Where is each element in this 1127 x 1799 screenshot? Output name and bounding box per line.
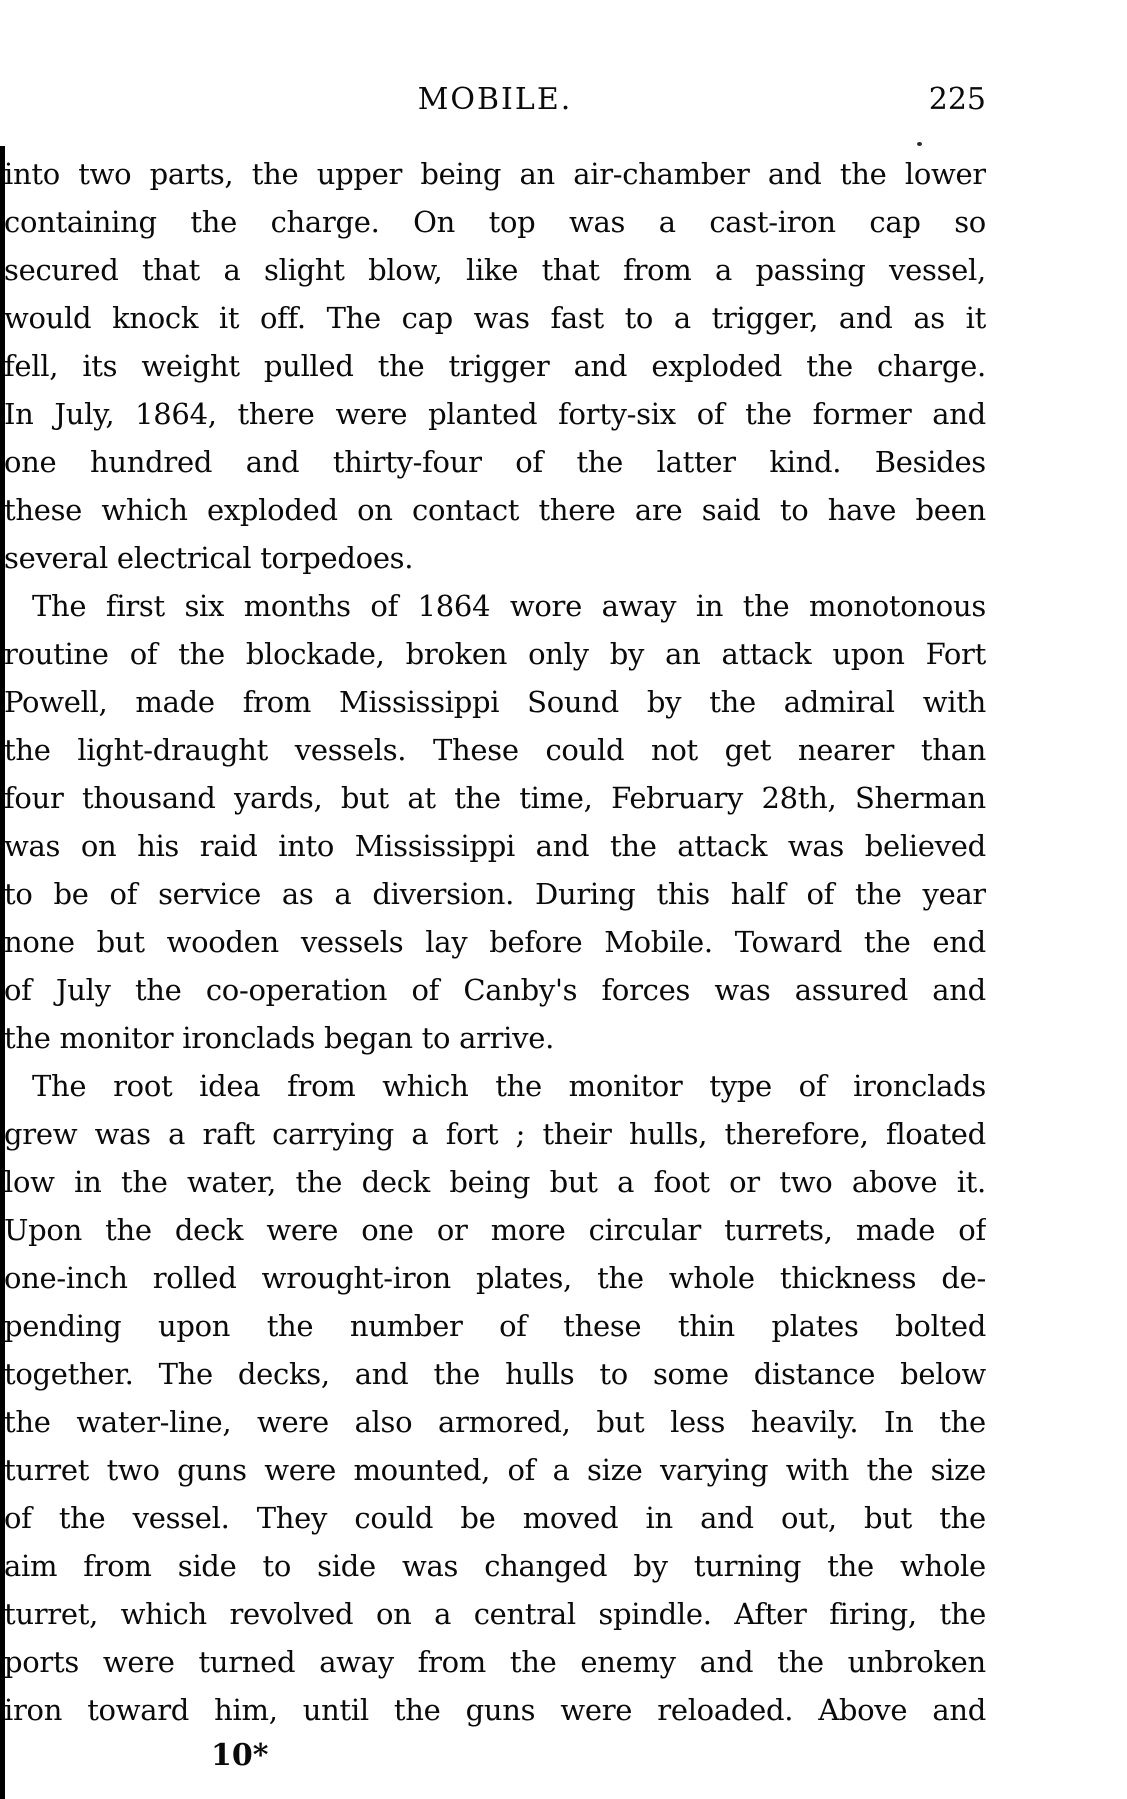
text-line: these which exploded on contact there are said to have been: [4, 493, 986, 527]
text-line: containing the charge. On top was a cast-iron cap so: [4, 205, 986, 239]
text-line: secured that a slight blow, like that from a passing vessel,: [4, 253, 986, 287]
text-line: none but wooden vessels lay before Mobile. Toward the end: [4, 925, 986, 959]
text-line: Powell, made from Mississippi Sound by the admiral with: [4, 685, 986, 719]
paragraph-1: [4, 150, 986, 582]
text-line: to be of service as a diversion. During this half of the year: [4, 877, 986, 911]
text-line: turret, which revolved on a central spindle. After firing, the: [4, 1597, 986, 1631]
running-header-title: MOBILE.: [417, 82, 573, 117]
text-line: aim from side to side was changed by turning the whole: [4, 1549, 986, 1583]
text-line: several electrical torpedoes.: [4, 541, 414, 575]
text-line: the light-draught vessels. These could not get nearer than: [4, 733, 986, 767]
text-line: into two parts, the upper being an air-chamber and the lower: [4, 157, 986, 191]
text-line: the monitor ironclads began to arrive.: [4, 1021, 555, 1055]
text-line: iron toward him, until the guns were reloaded. Above and: [4, 1693, 986, 1727]
text-line: would knock it off. The cap was fast to a trigger, and as it: [4, 301, 986, 335]
signature-mark: 10*: [211, 1738, 269, 1773]
text-line: low in the water, the deck being but a foot or two above it.: [4, 1165, 986, 1199]
ink-speck: [917, 142, 922, 146]
text-line: of the vessel. They could be moved in and out, but the: [4, 1501, 986, 1535]
text-line: the water-line, were also armored, but less heavily. In the: [4, 1405, 986, 1439]
text-line: The first six months of 1864 wore away in the monotonous: [32, 589, 986, 623]
text-line: together. The decks, and the hulls to some distance below: [4, 1357, 986, 1391]
text-line: In July, 1864, there were planted forty-six of the former and: [4, 397, 986, 431]
text-line: four thousand yards, but at the time, February 28th, Sherman: [4, 781, 986, 815]
text-line: turret two guns were mounted, of a size varying with the size: [4, 1453, 986, 1487]
paragraph-2: [4, 582, 986, 1062]
running-header: [4, 80, 986, 120]
text-line: of July the co-operation of Canby's forces was assured and: [4, 973, 986, 1007]
text-line: The root idea from which the monitor type of ironclads: [32, 1069, 986, 1103]
text-line: one hundred and thirty-four of the latter kind. Besides: [4, 445, 986, 479]
text-line: Upon the deck were one or more circular turrets, made of: [4, 1213, 986, 1247]
text-line: was on his raid into Mississippi and the attack was believed: [4, 829, 986, 863]
body-text: [4, 150, 986, 1734]
text-line: routine of the blockade, broken only by an attack upon Fort: [4, 637, 986, 671]
paragraph-3: [4, 1062, 986, 1734]
text-line: pending upon the number of these thin plates bolted: [4, 1309, 986, 1343]
text-line: grew was a raft carrying a fort ; their hulls, therefore, floated: [4, 1117, 986, 1151]
text-line: fell, its weight pulled the trigger and exploded the charge.: [4, 349, 986, 383]
page-number: 225: [928, 82, 986, 117]
text-line: ports were turned away from the enemy and the unbroken: [4, 1645, 986, 1679]
text-line: one-inch rolled wrought-iron plates, the whole thickness de-: [4, 1261, 986, 1295]
